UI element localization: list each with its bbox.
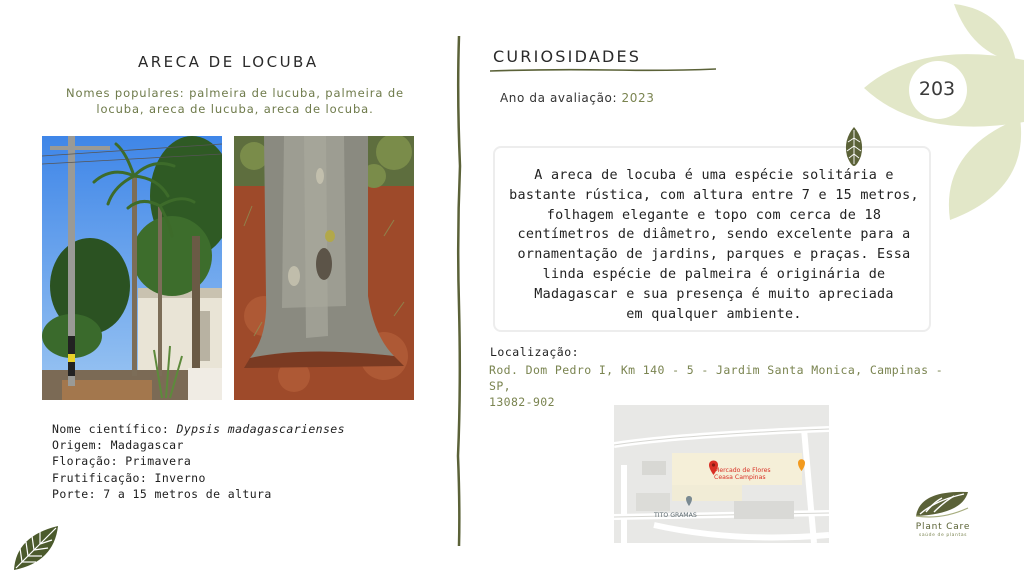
plant-facts: [52, 421, 345, 502]
evaluation-year: [500, 91, 655, 105]
plant-title: ARECA DE LOCUBA: [138, 53, 319, 71]
brand-tagline: saúde de plantas: [918, 533, 968, 538]
popular-names-line-1: Nomes populares: palmeira de lucuba, palmeira de: [65, 86, 405, 100]
curiosity-line: linda espécie de palmeira é originária de: [542, 266, 886, 282]
origin: Origem: Madagascar: [52, 438, 184, 453]
curiosities-title: CURIOSIDADES: [493, 47, 642, 66]
map-marker-label: [714, 467, 771, 481]
scientific-name-label: Nome científico:: [52, 422, 177, 436]
year-value: 2023: [621, 91, 655, 105]
curiosity-line: Madagascar e sua presença é muito apreciada: [534, 286, 894, 302]
location-address: [489, 362, 959, 410]
fruiting: Frutificação: Inverno: [52, 470, 206, 485]
map-marker-line-1: Mercado de Flores: [714, 467, 771, 474]
title-underline: [490, 66, 716, 74]
leaf-icon: [10, 522, 62, 572]
curiosity-line: ornamentação de jardins, parques e praças. Essa: [517, 247, 911, 263]
page-number: 203: [918, 78, 956, 100]
curiosity-line: centímetros de diâmetro, sendo excelente para a: [517, 227, 911, 243]
address-line-1: Rod. Dom Pedro I, Km 140 - 5 - Jardim Santa Monica, Campinas - SP,: [489, 363, 944, 393]
location-label: Localização:: [490, 345, 580, 359]
popular-names: [50, 85, 420, 117]
curiosity-line: A areca de locuba é uma espécie solitária e: [534, 168, 894, 183]
year-label: Ano da avaliação:: [500, 91, 622, 105]
scientific-name: [52, 421, 345, 437]
curiosity-line: bastante rústica, com altura entre 7 e 15 metros,: [509, 187, 919, 203]
map-marker-line-2: Ceasa Campinas: [714, 474, 766, 481]
curiosity-line: folhagem elegante e topo com cerca de 18: [546, 207, 882, 223]
location-map[interactable]: [614, 405, 829, 543]
plant-size: Porte: 7 a 15 metros de altura: [52, 486, 272, 501]
map-poi-label: TITO GRAMAS: [654, 512, 697, 519]
address-line-2: 13082-902: [489, 395, 555, 409]
flowering: Floração: Primavera: [52, 454, 192, 469]
column-divider: [452, 36, 466, 546]
curiosity-line: em qualquer ambiente.: [626, 306, 802, 322]
scientific-name-value: Dypsis madagascarienses: [176, 422, 345, 436]
palm-street-photo: [42, 136, 222, 400]
decorative-leaves: [860, 0, 1024, 224]
brand-name: Plant Care: [915, 522, 971, 532]
popular-names-line-2: locuba, areca de lucuba, areca de locuba.: [96, 102, 374, 116]
palm-trunk-photo: [234, 136, 414, 400]
